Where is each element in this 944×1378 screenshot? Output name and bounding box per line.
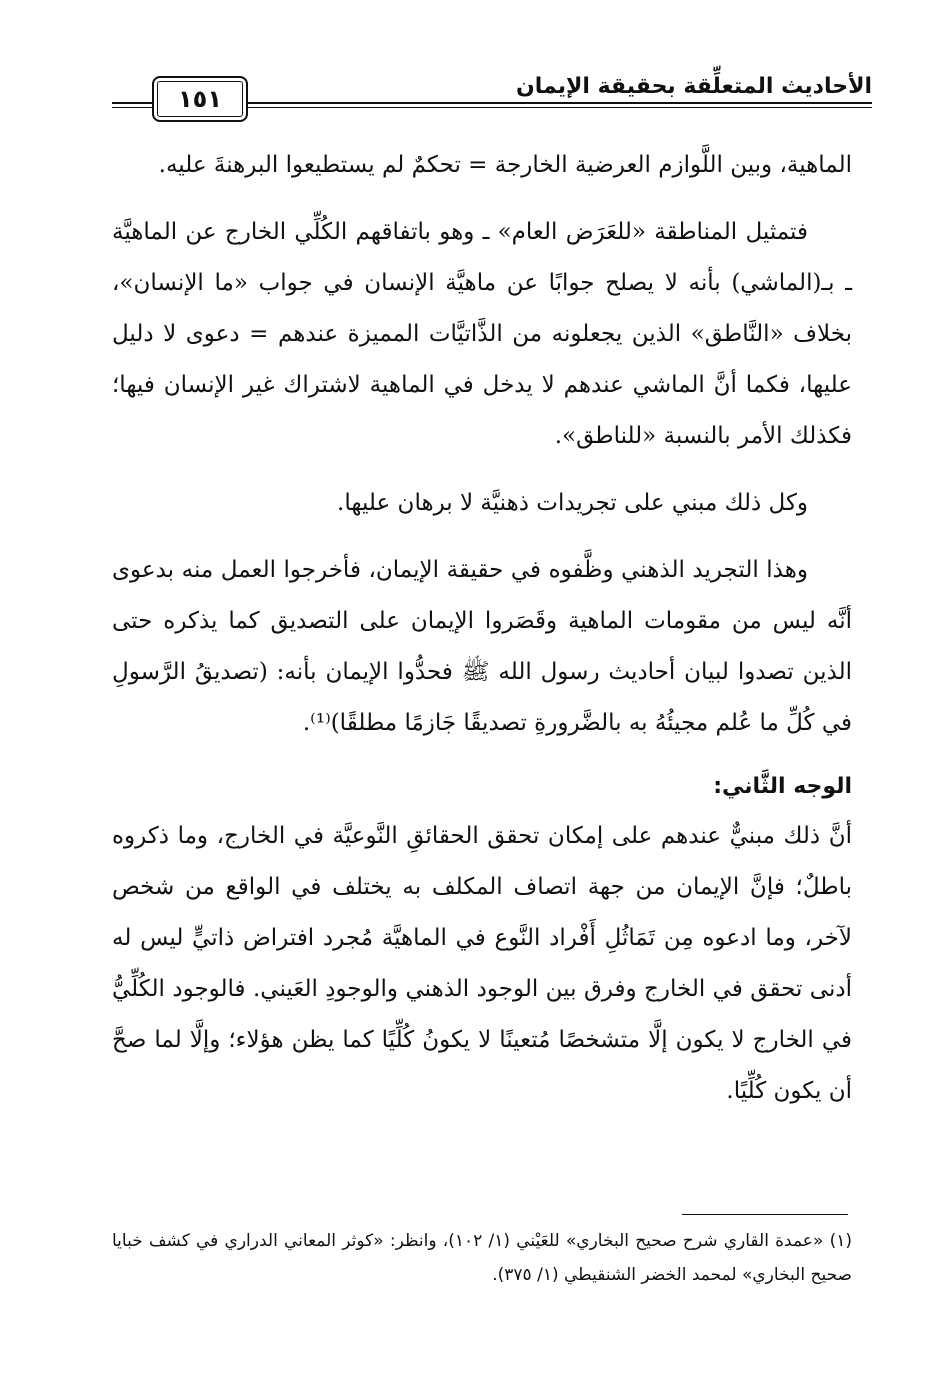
section-heading: الوجه الثَّاني: [713, 774, 852, 799]
footnote: (١) «عمدة القاري شرح صحيح البخاري» للعَيْني (١/ ١٠٢)، وانظر: «كوثر المعاني الدراري في كشف خبايا صحيح البخاري» لمحمد الخضر الشنقيطي (١/ ٣٧٥). [112, 1231, 852, 1285]
main-text [112, 140, 852, 1133]
paragraph-5: أنَّ ذلك مبنيٌّ عندهم على إمكان تحقق الحقائقِ النَّوعيَّة في الخارج، وما ذكروه باطلٌ؛ فإنَّ الإيمان من جهة اتصاف المكلف به يختلف في الواقع من شخص لآخر، وما ادعوه مِن تَمَاثُلِ أَفْراد النَّوع في الماهيَّة مُجرد افتراض ذاتيٍّ ليس له أدنى تحقق في الخارج وفرق بين الوجود الذهني والوجودِ العَيني. فالوجود الكُلِّيُّ في الخارج لا يكون إلَّا متشخصًا مُتعينًا لا يكونُ كُلِّيًا كما يظن هؤلاء؛ وإلَّا لما صحَّ أن يكون كُلِّيًا. [112, 823, 852, 1104]
paragraph-2: فتمثيل المناطقة «للعَرَض العام» ـ وهو باتفاقهم الكُلِّي الخارج عن الماهيَّة ـ بـ(الماشي) بأنه لا يصلح جوابًا عن ماهيَّة الإنسان في جواب «ما الإنسان»، بخلاف «النَّاطق» الذين يجعلونه من الذَّاتيَّات المميزة عندهم = دعوى لا دليل عليها، فكما أنَّ الماشي عندهم لا يدخل في الماهية لاشتراك غير الإنسان فيها؛ فكذلك الأمر بالنسبة «للناطق». [112, 219, 852, 449]
footnote-separator [682, 1214, 848, 1215]
page-number: ١٥١ [152, 76, 248, 122]
running-title: الأحاديث المتعلِّقة بحقيقة الإيمان [515, 74, 872, 99]
paragraph-3: وكل ذلك مبني على تجريدات ذهنيَّة لا برهان عليها. [337, 490, 808, 516]
page-header [112, 62, 872, 118]
paragraph-4: وهذا التجريد الذهني وظَّفوه في حقيقة الإيمان، فأخرجوا العمل منه بدعوى أنَّه ليس من مقومات الماهية وقَصَروا الإيمان على التصديق كما يذكره حتى الذين تصدوا لبيان أحاديث رسول الله ﷺ فحدُّوا الإيمان بأنه: (تصديقُ الرَّسولِ في كُلِّ ما عُلم مجيئُهُ به بالضَّرورةِ تصديقًا جَازمًا مطلقًا)⁽¹⁾. [112, 557, 852, 736]
paragraph-1: الماهية، وبين اللَّوازم العرضية الخارجة = تحكمٌ لم يستطيعوا البرهنةَ عليه. [158, 152, 852, 178]
